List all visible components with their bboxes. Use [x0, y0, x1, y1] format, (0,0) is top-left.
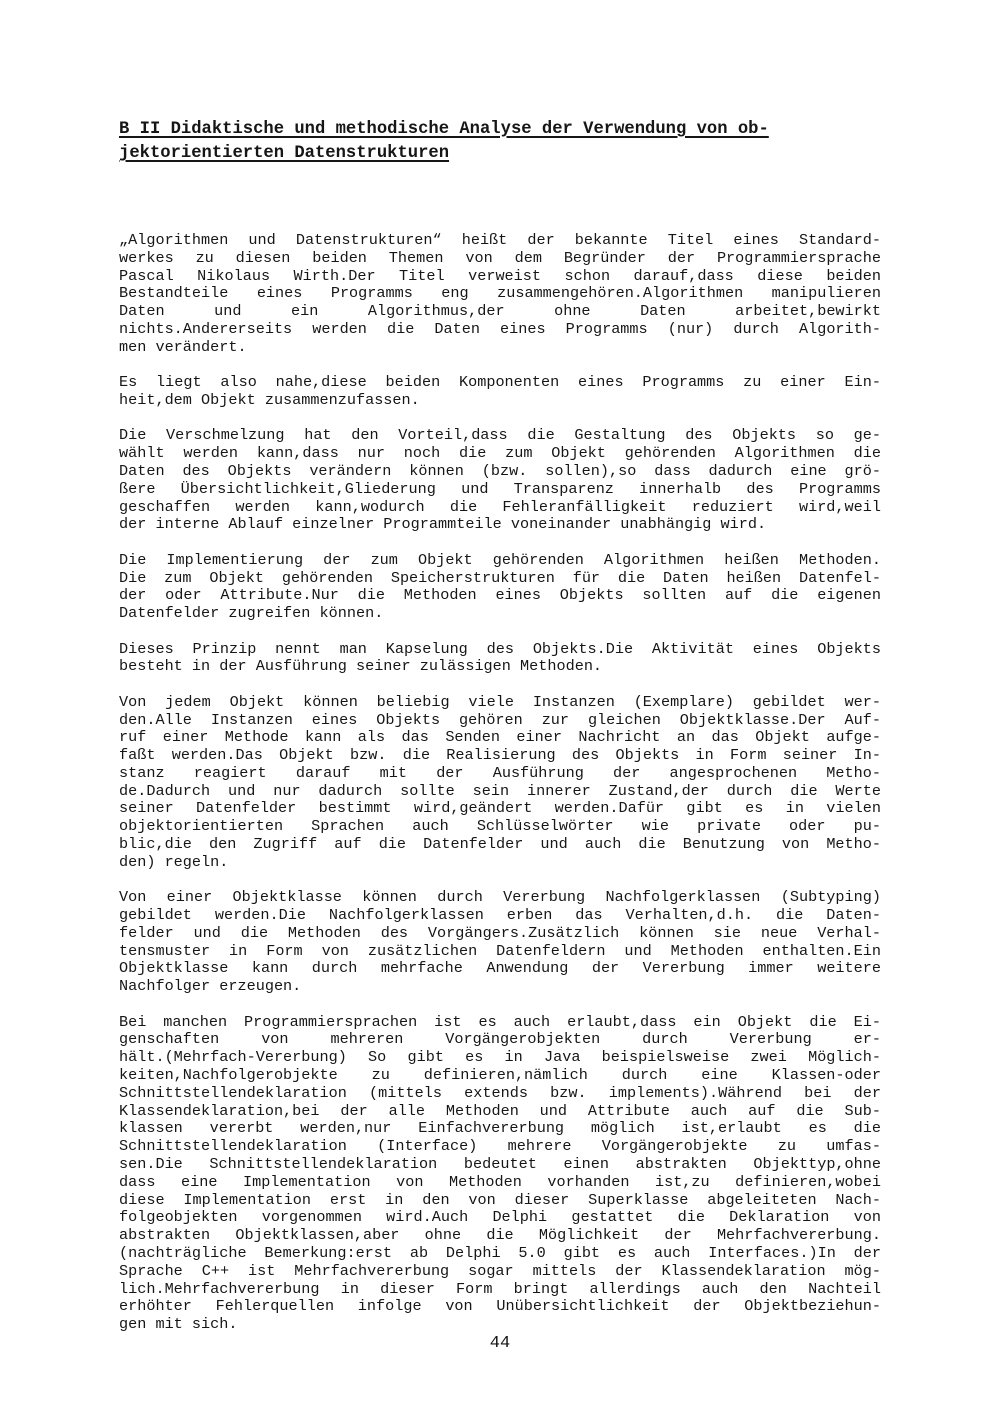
text-line: Sprache C++ ist Mehrfachvererbung sogar mittels der Klassendeklaration mög-: [119, 1261, 881, 1280]
text-line: besteht in der Ausführung seiner zulässigen Methoden.: [119, 657, 603, 676]
text-line: Nachfolger erzeugen.: [119, 977, 302, 996]
text-line: ßere Übersichtlichkeit,Gliederung und Transparenz innerhalb des Programms: [119, 479, 881, 498]
text-line: geschaffen werden kann,wodurch die Fehleranfälligkeit reduziert wird,weil: [119, 497, 881, 516]
text-line: „Algorithmen und Datenstrukturen“ heißt der bekannte Titel eines Standard-: [119, 231, 881, 249]
text-line: Es liegt also nahe,diese beiden Komponenten eines Programms zu einer Ein-: [119, 373, 881, 392]
text-line: sen.Die Schnittstellendeklaration bedeutet einen abstrakten Objekttyp,ohne: [119, 1155, 881, 1174]
text-line: abstrakten Objektklassen,aber ohne die Möglichkeit der Mehrfachvererbung.: [119, 1226, 881, 1245]
paragraph: [119, 552, 881, 623]
text-line: felder und die Methoden des Vorgängers.Zusätzlich können sie neue Verhal-: [119, 923, 881, 942]
text-line: Daten des Objekts verändern können (bzw. sollen),so dass dadurch eine grö-: [119, 461, 881, 480]
text-line: objektorientierten Sprachen auch Schlüsselwörter wie private oder pu-: [119, 817, 881, 836]
text-line: lich.Mehrfachvererbung in dieser Form bringt allerdings auch den Nachteil: [119, 1279, 881, 1298]
text-line: ruf einer Methode kann als das Senden einer Nachricht an das Objekt aufge-: [119, 728, 881, 747]
paragraph: [119, 374, 881, 410]
text-line: Datenfelder zugreifen können.: [119, 604, 384, 623]
text-line: Schnittstellendeklaration (mittels extends bzw. implements).Während bei der: [119, 1083, 881, 1102]
text-line: klassen vererbt werden,nur Einfachvererbung möglich ist,erlaubt es die: [119, 1119, 881, 1138]
text-line: Bestandteile eines Programms eng zusammengehören.Algorithmen manipulieren: [119, 284, 881, 303]
text-line: Die Verschmelzung hat den Vorteil,dass die Gestaltung des Objekts so ge-: [119, 426, 881, 445]
paragraph: [119, 232, 881, 357]
text-line: keiten,Nachfolgerobjekte zu definieren,nämlich durch eine Klassen-oder: [119, 1066, 881, 1085]
paragraph: [119, 427, 881, 534]
text-line: den) regeln.: [119, 852, 229, 871]
text-line: Von einer Objektklasse können durch Vererbung Nachfolgerklassen (Subtyping): [119, 888, 881, 907]
body-text: [119, 232, 881, 1334]
text-line: werkes zu diesen beiden Themen von dem Begründer der Programmiersprache: [119, 248, 881, 267]
text-line: Die Implementierung der zum Objekt gehörenden Algorithmen heißen Methoden.: [119, 550, 881, 569]
text-line: Schnittstellendeklaration (Interface) mehrere Vorgängerobjekte zu umfas-: [119, 1137, 881, 1156]
paragraph: [119, 641, 881, 677]
page-number: 44: [489, 1334, 511, 1353]
text-line: der oder Attribute.Nur die Methoden eines Objekts sollten auf die eigenen: [119, 586, 881, 605]
text-line: genschaften von mehreren Vorgängerobjekten durch Vererbung er-: [119, 1030, 881, 1049]
text-line: nichts.Andererseits werden die Daten eines Programms (nur) durch Algorith-: [119, 319, 881, 338]
text-line: wählt werden kann,dass nur noch die zum Objekt gehörenden Algorithmen die: [119, 444, 881, 463]
text-line: diese Implementation erst in den von dieser Superklasse abgeleiteten Nach-: [119, 1190, 881, 1209]
text-line: gen mit sich.: [119, 1315, 238, 1334]
text-line: folgeobjekten vorgenommen wird.Auch Delphi gestattet die Deklaration von: [119, 1208, 881, 1227]
text-line: tensmuster in Form von zusätzlichen Datenfeldern und Methoden enthalten.Ein: [119, 941, 881, 960]
text-line: Die zum Objekt gehörenden Speicherstrukturen für die Daten heißen Datenfel-: [119, 568, 881, 587]
section-heading-line: jektorientierten Datenstrukturen: [119, 144, 450, 163]
text-line: hält.(Mehrfach-Vererbung) So gibt es in Java beispielsweise zwei Möglich-: [119, 1048, 881, 1067]
text-line: Objektklasse kann durch mehrfache Anwendung der Vererbung immer weitere: [119, 959, 881, 978]
text-line: blic,die den Zugriff auf die Datenfelder und auch die Benutzung von Metho-: [119, 835, 881, 854]
document-page: [119, 118, 881, 1352]
paragraph: [119, 694, 881, 872]
text-line: Bei manchen Programmiersprachen ist es auch erlaubt,dass ein Objekt die Ei-: [119, 1012, 881, 1031]
text-line: dass eine Implementation von Methoden vorhanden ist,zu definieren,wobei: [119, 1172, 881, 1191]
section-heading-line: B II Didaktische und methodische Analyse der Verwendung von ob-: [119, 120, 769, 139]
text-line: Dieses Prinzip nennt man Kapselung des Objekts.Die Aktivität eines Objekts: [119, 639, 881, 658]
text-line: heit,dem Objekt zusammenzufassen.: [119, 390, 420, 409]
text-line: men verändert.: [119, 337, 247, 356]
text-line: Klassendeklaration,bei der alle Methoden und Attribute auch auf die Sub-: [119, 1101, 881, 1120]
text-line: Daten und ein Algorithmus,der ohne Daten arbeitet,bewirkt: [119, 302, 881, 321]
text-line: Von jedem Objekt können beliebig viele Instanzen (Exemplare) gebildet wer-: [119, 692, 881, 711]
text-line: den.Alle Instanzen eines Objekts gehören zur gleichen Objektklasse.Der Auf-: [119, 710, 881, 729]
text-line: erhöhter Fehlerquellen infolge von Unübersichtlichkeit der Objektbeziehun-: [119, 1297, 881, 1316]
text-line: gebildet werden.Die Nachfolgerklassen erben das Verhalten,d.h. die Daten-: [119, 906, 881, 925]
text-line: der interne Ablauf einzelner Programmteile voneinander unabhängig wird.: [119, 515, 767, 534]
text-line: de.Dadurch und nur dadurch sollte sein innerer Zustand,der durch die Werte: [119, 781, 881, 800]
text-line: seiner Datenfelder bestimmt wird,geändert werden.Dafür gibt es in vielen: [119, 799, 881, 818]
text-line: (nachträgliche Bemerkung:erst ab Delphi 5.0 gibt es auch Interfaces.)In der: [119, 1244, 881, 1262]
text-line: stanz reagiert darauf mit der Ausführung der angesprochenen Metho-: [119, 763, 881, 782]
paragraph: [119, 1014, 881, 1334]
paragraph: [119, 889, 881, 996]
text-line: Pascal Nikolaus Wirth.Der Titel verweist schon darauf,dass diese beiden: [119, 266, 881, 285]
text-line: faßt werden.Das Objekt bzw. die Realisierung des Objekts in Form seiner In-: [119, 746, 881, 765]
section-heading: [119, 118, 881, 166]
